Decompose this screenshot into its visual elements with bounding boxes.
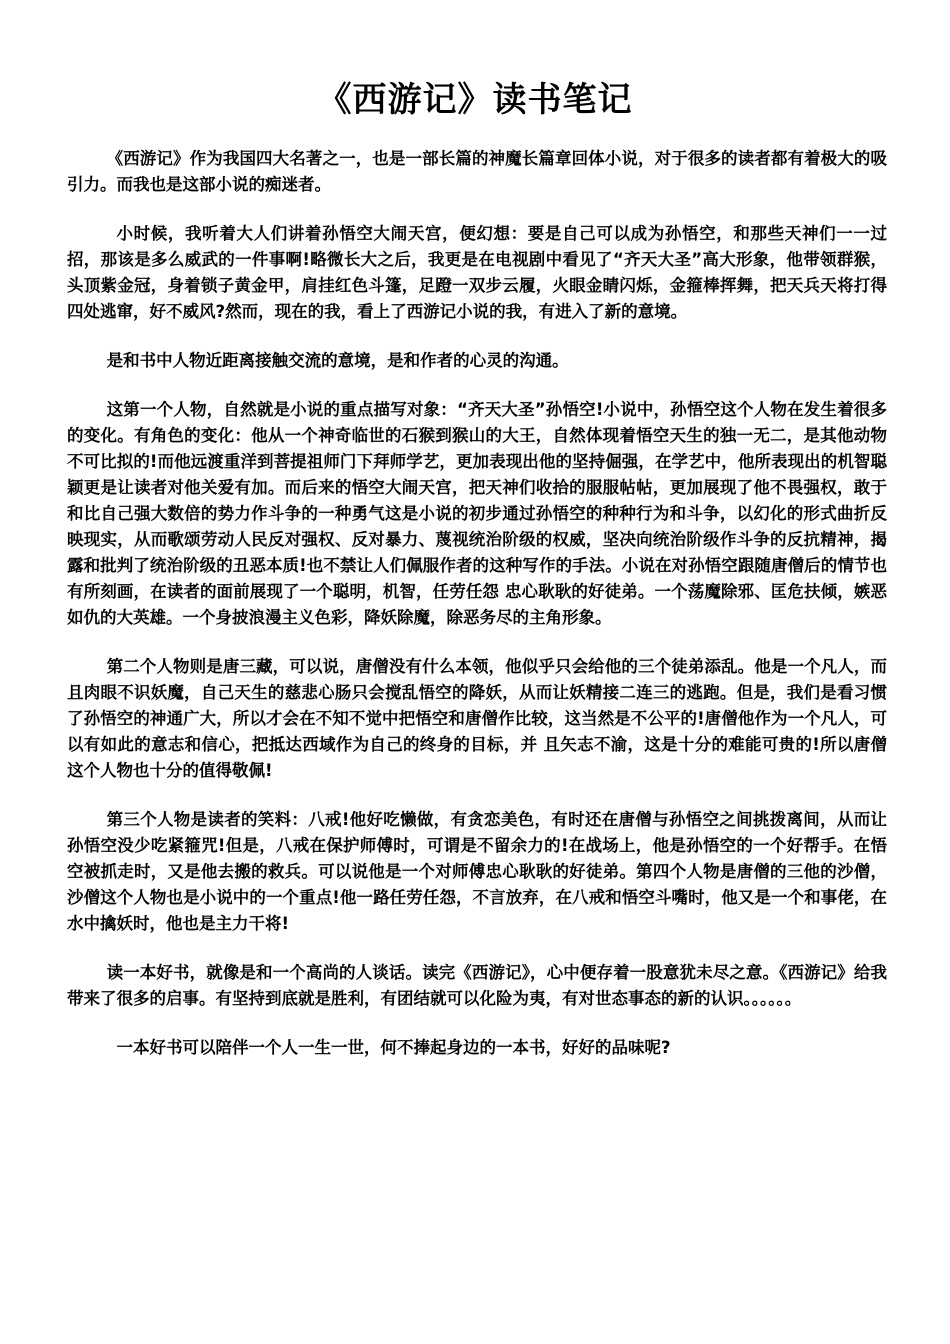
paragraph-reflection: 读一本好书，就像是和一个高尚的人谈话。读完《西游记》，心中便存着一股意犹未尽之意。《西游记》给我带来了很多的启事。有坚持到底就是胜利，有团结就可以化险为夷，有对世态事态的新的认识。。。。。。: [67, 963, 887, 1008]
document-body: [67, 146, 887, 1084]
paragraph-mood: 是和书中人物近距离接触交流的意境，是和作者的心灵的沟通。: [106, 351, 569, 370]
paragraph-closing: 一本好书可以陪伴一个人一生一世，何不捧起身边的一本书，好好的品味呢?: [116, 1038, 671, 1057]
paragraph-bajie-shaseng: 第三个人物是读者的笑料：八戒!他好吃懒做，有贪恋美色，有时还在唐僧与孙悟空之间挑拨离间，从而让孙悟空没少吃紧箍咒!但是，八戒在保护师傅时，可谓是不留余力的!在战场上，他是孙悟空的一个好帮手。在悟空被抓走时，又是他去搬的救兵。可以说他是一个对师傅忠心耿耿的好徒弟。第四个人物是唐僧的三他的沙僧，沙僧这个人物也是小说中的一个重点!他一路任劳任怨，不言放弃，在八戒和悟空斗嘴时，他又是一个和事佬，在水中擒妖时，他也是主力干将!: [67, 810, 887, 933]
paragraph-intro: 《西游记》作为我国四大名著之一，也是一部长篇的神魔长篇章回体小说，对于很多的读者都有着极大的吸引力。而我也是这部小说的痴迷者。: [67, 149, 887, 194]
paragraph-childhood: 小时候，我听着大人们讲着孙悟空大闹天宫，便幻想：要是自己可以成为孙悟空，和那些天神们一一过招，那该是多么威武的一件事啊!略微长大之后，我更是在电视剧中看见了“齐天大圣”高大形象，他带领群猴，头顶紫金冠，身着锁子黄金甲，肩挂红色斗篷，足蹬一双步云履，火眼金睛闪烁，金箍棒挥舞，把天兵天将打得四处逃窜，好不威风?然而，现在的我，看上了西游记小说的我，有进入了新的意境。: [67, 224, 887, 321]
paragraph-sun-wukong: 这第一个人物，自然就是小说的重点描写对象：“齐天大圣”孙悟空!小说中，孙悟空这个人物在发生着很多的变化。有角色的变化：他从一个神奇临世的石猴到猴山的大王，自然体现着悟空天生的独一无二，是其他动物不可比拟的!而他远渡重洋到菩提祖师门下拜师学艺，更加表现出他的坚持倔强，在学艺中，他所表现出的机智聪颖更是让读者对他关爱有加。而后来的悟空大闹天宫，把天神们收拾的服服帖帖，更加展现了他不畏强权，敢于和比自己强大数倍的势力作斗争的一种勇气这是小说的初步通过孙悟空的种种行为和斗争，以幻化的形式曲折反映现实，从而歌颂劳动人民反对强权、反对暴力、蔑视统治阶级的权威，坚决向统治阶级作斗争的反抗精神，揭露和批判了统治阶级的丑恶本质!也不禁让人们佩服作者的这种写作的手法。小说在对孙悟空跟随唐僧后的情节也有所刻画，在读者的面前展现了一个聪明，机智，任劳任怨 忠心耿耿的好徒弟。一个荡魔除邪、匡危扶倾，嫉恶如仇的大英雄。一个身披浪漫主义色彩，降妖除魔，除恶务尽的主角形象。: [67, 400, 887, 627]
document-title: 《西游记》读书笔记: [317, 80, 633, 120]
paragraph-tang-sanzang: 第二个人物则是唐三藏，可以说，唐僧没有什么本领，他似乎只会给他的三个徒弟添乱。他是一个凡人，而且肉眼不识妖魔，自己天生的慈悲心肠只会搅乱悟空的降妖，从而让妖精接二连三的逃跑。但是，我们是看习惯了孙悟空的神通广大，所以才会在不知不觉中把悟空和唐僧作比较，这当然是不公平的!唐僧他作为一个凡人，可以有如此的意志和信心，把抵达西域作为自己的终身的目标，并 且矢志不渝，这是十分的难能可贵的!所以唐僧这个人物也十分的值得敬佩!: [67, 657, 887, 780]
